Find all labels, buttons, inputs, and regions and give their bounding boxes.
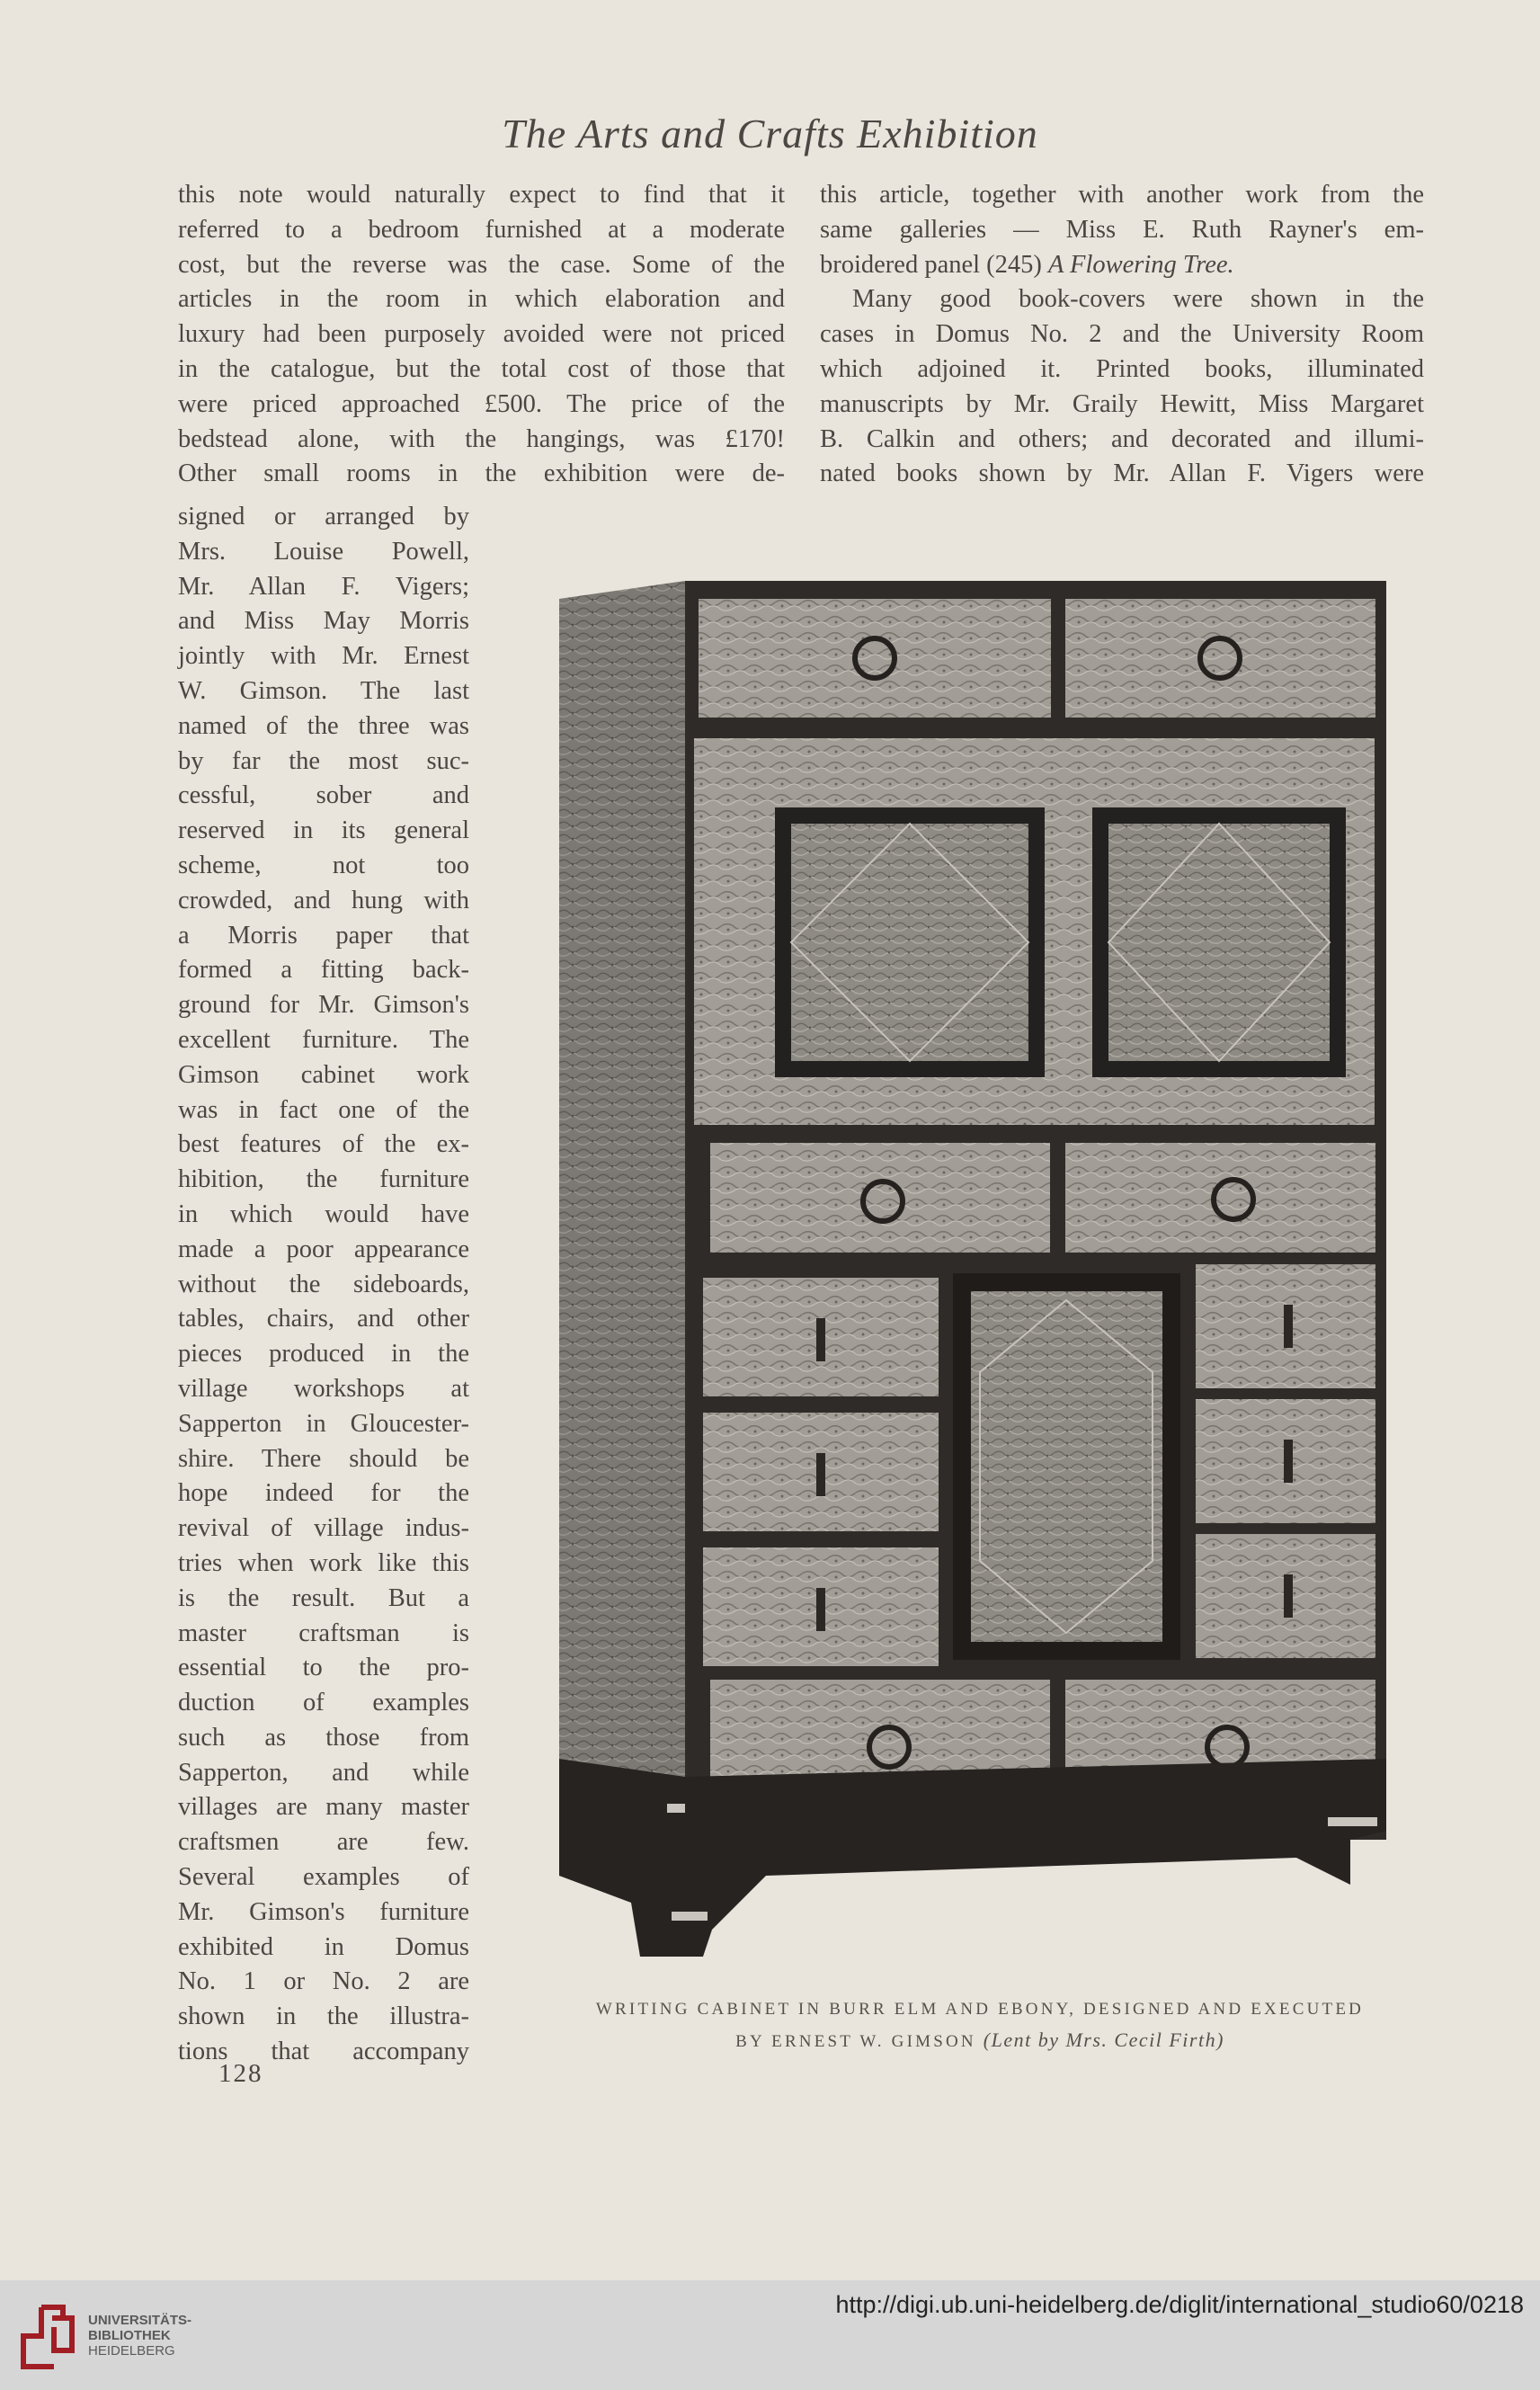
- text-line: villages are many master: [178, 1793, 469, 1822]
- text-line: craftsmen are few.: [178, 1828, 469, 1857]
- cabinet-base: [559, 1759, 1386, 1957]
- text-line: Gimson cabinet work: [178, 1060, 469, 1089]
- text-line: such as those from: [178, 1723, 469, 1752]
- text-line: Several examples of: [178, 1863, 469, 1892]
- text-line: a Morris paper that: [178, 921, 469, 950]
- text-line: duction of examples: [178, 1689, 469, 1717]
- page-number: 128: [218, 2059, 263, 2088]
- text-line: formed a fitting back-: [178, 956, 469, 985]
- text-line: Sapperton in Gloucester-: [178, 1409, 469, 1438]
- text-line: shown in the illustra-: [178, 2002, 469, 2031]
- text-line: is the result. But a: [178, 1583, 469, 1612]
- text-line: scheme, not too: [178, 851, 469, 879]
- text-line: B. Calkin and others; and decorated and illumi-: [820, 424, 1424, 453]
- text-line: W. Gimson. The last: [178, 676, 469, 705]
- text-line: this note would naturally expect to find that it: [178, 181, 785, 209]
- text-line: without the sideboards,: [178, 1270, 469, 1298]
- left-column-text: [178, 178, 785, 492]
- text-line: in which would have: [178, 1199, 469, 1228]
- right-column-text: [820, 178, 1424, 492]
- text-line: were priced approached £500. The price of the: [178, 389, 785, 418]
- text-line: was in fact one of the: [178, 1095, 469, 1124]
- figure-caption: WRITING CABINET IN BURR ELM AND EBONY, DESIGNED AND EXECUTED BY ERNEST W. GIMSON (Lent by Mrs. Cecil Firth): [595, 2000, 1365, 2051]
- text-line: same galleries — Miss E. Ruth Rayner's em-: [820, 215, 1424, 244]
- text-line: Mr. Allan F. Vigers;: [178, 572, 469, 601]
- text-line: hope indeed for the: [178, 1479, 469, 1508]
- library-name: UNIVERSITÄTS- BIBLIOTHEK HEIDELBERG: [88, 2313, 192, 2359]
- text-line: essential to the pro-: [178, 1654, 469, 1682]
- footer-bar: [0, 2280, 1540, 2390]
- text-line: Sapperton, and while: [178, 1758, 469, 1787]
- text-line: village workshops at: [178, 1374, 469, 1403]
- text-line: referred to a bedroom furnished at a moderate: [178, 215, 785, 244]
- text-line: this article, together with another work from the: [820, 181, 1424, 209]
- text-line: cessful, sober and: [178, 781, 469, 810]
- text-line: best features of the ex-: [178, 1130, 469, 1159]
- text-line: by far the most suc-: [178, 746, 469, 775]
- library-logo: [16, 2300, 79, 2374]
- text-line: Mr. Gimson's furniture: [178, 1897, 469, 1926]
- text-line: ground for Mr. Gimson's: [178, 991, 469, 1020]
- text-line: excellent furniture. The: [178, 1025, 469, 1054]
- text-line: exhibited in Domus: [178, 1932, 469, 1961]
- text-line: tables, chairs, and other: [178, 1305, 469, 1333]
- text-line: reserved in its general: [178, 816, 469, 845]
- text-line: nated books shown by Mr. Allan F. Vigers were: [820, 459, 1424, 488]
- text-line: crowded, and hung with: [178, 886, 469, 914]
- cabinet-photograph: [559, 581, 1404, 1966]
- text-line: jointly with Mr. Ernest: [178, 642, 469, 671]
- text-line: in the catalogue, but the total cost of those that: [178, 354, 785, 383]
- text-line: Other small rooms in the exhibition were de-: [178, 459, 785, 488]
- text-line: broidered panel (245) A Flowering Tree.: [820, 250, 1234, 279]
- text-line: No. 1 or No. 2 are: [178, 1967, 469, 1996]
- cabinet-side: [559, 581, 685, 1840]
- text-line: tions that accompany: [178, 2038, 469, 2066]
- text-line: revival of village indus-: [178, 1514, 469, 1543]
- text-line: tries when work like this: [178, 1548, 469, 1577]
- text-line: shire. There should be: [178, 1444, 469, 1473]
- text-line: cases in Domus No. 2 and the University Room: [820, 320, 1424, 349]
- text-line: hibition, the furniture: [178, 1165, 469, 1194]
- text-line: signed or arranged by: [178, 503, 469, 531]
- text-line: master craftsman is: [178, 1619, 469, 1647]
- narrow-column-text: [178, 500, 469, 2070]
- text-line: Mrs. Louise Powell,: [178, 537, 469, 566]
- text-line: luxury had been purposely avoided were not priced: [178, 320, 785, 349]
- source-url[interactable]: http://digi.ub.uni-heidelberg.de/diglit/international_studio60/0218: [835, 2291, 1524, 2318]
- running-head: The Arts and Crafts Exhibition: [502, 111, 1038, 156]
- text-line: named of the three was: [178, 711, 469, 740]
- text-line: cost, but the reverse was the case. Some of the: [178, 250, 785, 279]
- italic-title: A Flowering Tree.: [1048, 250, 1234, 279]
- text-line: Many good book-covers were shown in the: [852, 285, 1424, 314]
- text-line: and Miss May Morris: [178, 607, 469, 636]
- text-line: bedstead alone, with the hangings, was £170!: [178, 424, 785, 453]
- text-line: which adjoined it. Printed books, illuminated: [820, 354, 1424, 383]
- text-line: manuscripts by Mr. Graily Hewitt, Miss Margaret: [820, 389, 1424, 418]
- text-line: pieces produced in the: [178, 1340, 469, 1369]
- text-line: made a poor appearance: [178, 1235, 469, 1263]
- text-line: articles in the room in which elaboration and: [178, 285, 785, 314]
